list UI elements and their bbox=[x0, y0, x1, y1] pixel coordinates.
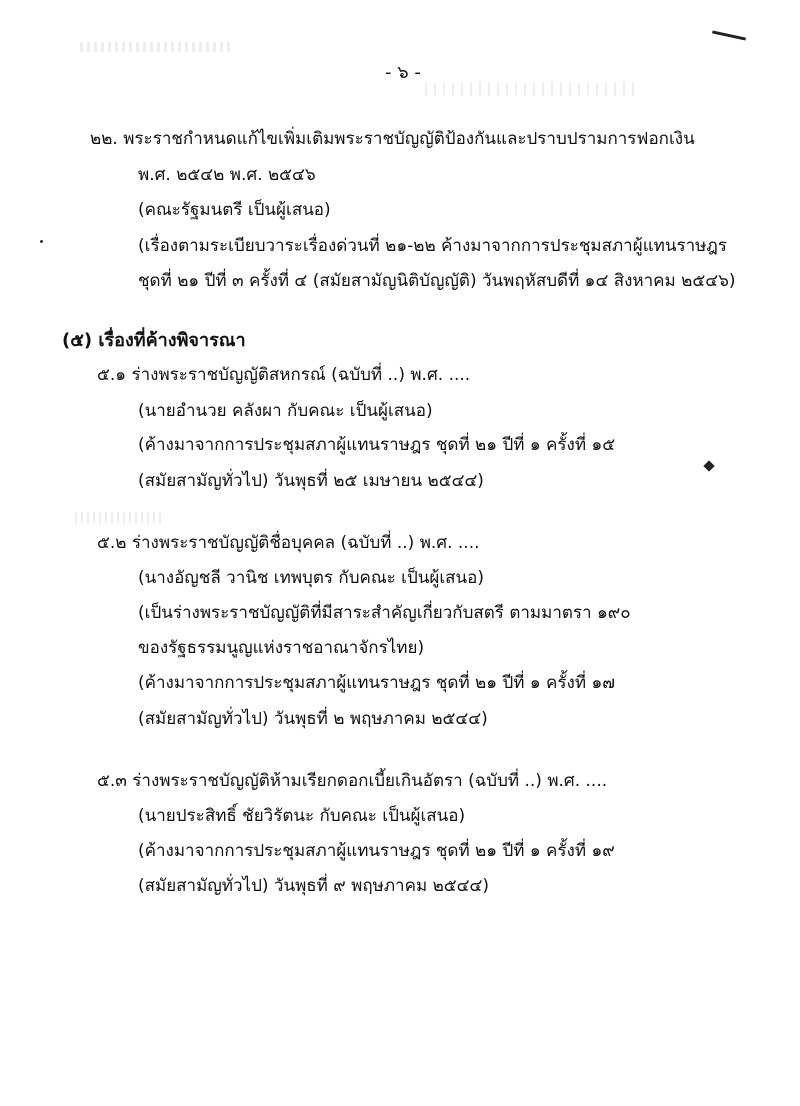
section5-heading: (๕) เรื่องที่ค้างพิจารณา bbox=[62, 330, 246, 351]
item53-proposer: (นายประสิทธิ์ ชัยวิรัตนะ กับคณะ เป็นผู้เสนอ) bbox=[138, 806, 466, 826]
scan-speck-mark bbox=[703, 460, 714, 471]
item53-note-line2: (สมัยสามัญทั่วไป) วันพุธที่ ๙ พฤษภาคม ๒๕๔๔) bbox=[138, 876, 490, 896]
scan-smudge-mark bbox=[80, 42, 230, 52]
item51-title: ๕.๑ ร่างพระราชบัญญัติสหกรณ์ (ฉบับที่ ..) พ.ศ. .... bbox=[97, 365, 471, 385]
item52-note-line2: ของรัฐธรรมนูญแห่งราชอาณาจักรไทย) bbox=[138, 638, 425, 658]
item22-note-line2: ชุดที่ ๒๑ ปีที่ ๓ ครั้งที่ ๔ (สมัยสามัญนิติบัญญัติ) วันพฤหัสบดีที่ ๑๔ สิงหาคม ๒๕๔๖) bbox=[138, 271, 736, 291]
item53-title: ๕.๓ ร่างพระราชบัญญัติห้ามเรียกดอกเบี้ยเกินอัตรา (ฉบับที่ ..) พ.ศ. .... bbox=[97, 771, 608, 791]
item51-note-line1: (ค้างมาจากการประชุมสภาผู้แทนราษฎร ชุดที่ ๒๑ ปีที่ ๑ ครั้งที่ ๑๕ bbox=[138, 435, 616, 455]
item22-title: ๒๒. พระราชกำหนดแก้ไขเพิ่มเติมพระราชบัญญัติป้องกันและปราบปรามการฟอกเงิน bbox=[90, 129, 695, 149]
item51-note-line2: (สมัยสามัญทั่วไป) วันพุธที่ ๒๕ เมษายน ๒๕๔๔) bbox=[138, 471, 484, 491]
item52-note-line3: (ค้างมาจากการประชุมสภาผู้แทนราษฎร ชุดที่ ๒๑ ปีที่ ๑ ครั้งที่ ๑๗ bbox=[138, 673, 616, 693]
item51-proposer: (นายอำนวย คลังผา กับคณะ เป็นผู้เสนอ) bbox=[138, 401, 433, 421]
item22-proposer: (คณะรัฐมนตรี เป็นผู้เสนอ) bbox=[138, 200, 331, 220]
item53-note-line1: (ค้างมาจากการประชุมสภาผู้แทนราษฎร ชุดที่ ๒๑ ปีที่ ๑ ครั้งที่ ๑๙ bbox=[138, 841, 615, 861]
scan-dash-mark bbox=[712, 30, 746, 40]
item22-years: พ.ศ. ๒๕๔๒ พ.ศ. ๒๕๔๖ bbox=[138, 165, 316, 185]
item52-proposer: (นางอัญชลี วานิช เทพบุตร กับคณะ เป็นผู้เสนอ) bbox=[138, 568, 484, 588]
item52-note-line4: (สมัยสามัญทั่วไป) วันพุธที่ ๒ พฤษภาคม ๒๕๔๔) bbox=[138, 709, 488, 729]
item22-note-line1: (เรื่องตามระเบียบวาระเรื่องด่วนที่ ๒๑-๒๒ ค้างมาจากการประชุมสภาผู้แทนราษฎร bbox=[138, 236, 727, 256]
scan-smudge-mark bbox=[75, 512, 165, 524]
page-number: - ๖ - bbox=[385, 62, 421, 83]
scan-smudge-mark bbox=[425, 82, 635, 96]
item52-title: ๕.๒ ร่างพระราชบัญญัติชื่อบุคคล (ฉบับที่ ..) พ.ศ. .... bbox=[97, 533, 480, 553]
item52-note-line1: (เป็นร่างพระราชบัญญัติที่มีสาระสำคัญเกี่ยวกับสตรี ตามมาตรา ๑๙๐ bbox=[138, 603, 631, 623]
scan-dot-mark bbox=[40, 240, 43, 243]
